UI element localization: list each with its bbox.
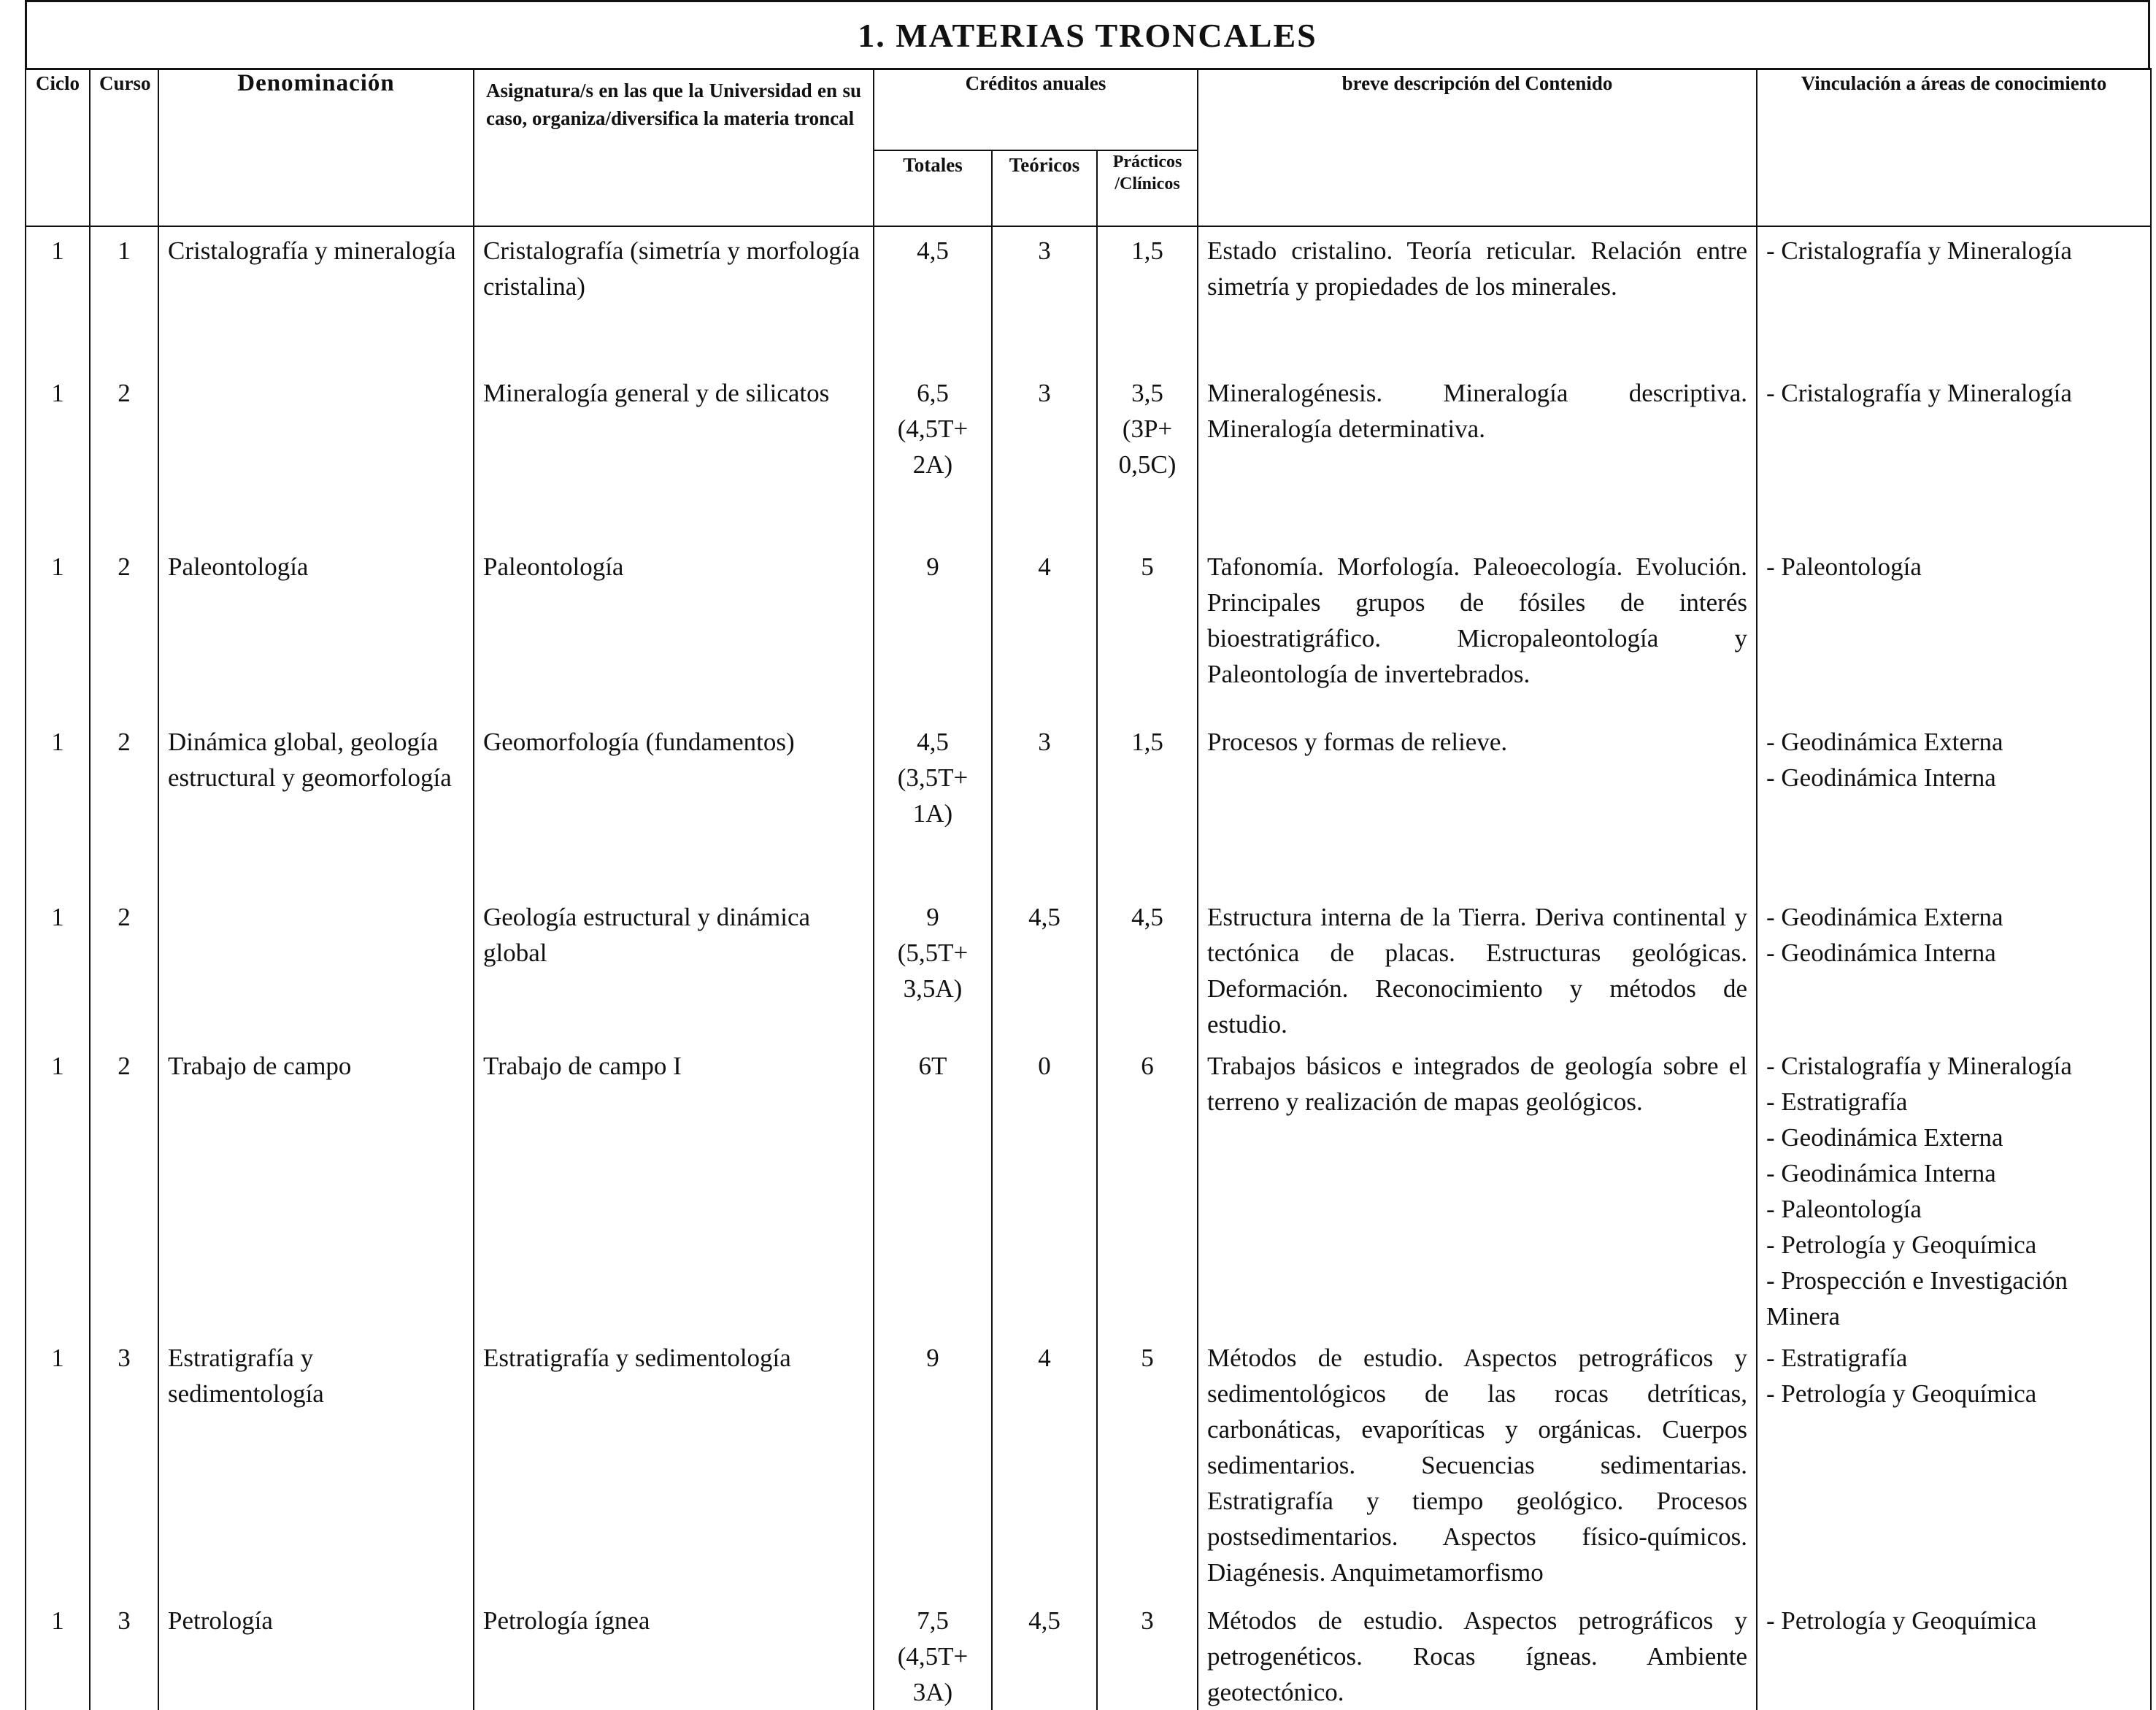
vinculacion-cell: - Cristalografía y Mineralogía [1757,369,2151,543]
descripcion-cell: Trabajos básicos e integrados de geología sobre el terreno y realización de mapas geológicos. [1198,1042,1757,1334]
teoricos-cell: 0 [992,1042,1097,1334]
table-row [26,893,2151,1042]
teoricos-cell: 4 [992,1334,1097,1597]
ciclo-cell: 1 [26,893,90,1042]
page-title: 1. MATERIAS TRONCALES [25,0,2150,70]
descripcion-cell: Tafonomía. Morfología. Paleoecología. Evolución. Principales grupos de fósiles de interés bioestratigráfico. Micropaleontología y Paleontología de invertebrados. [1198,543,1757,718]
curso-cell: 2 [90,718,158,893]
vinculacion-cell: - Cristalografía y Mineralogía - Estratigrafía - Geodinámica Externa - Geodinámica Interna - Paleontología - Petrología y Geoquímica - Prospección e Investigación Minera [1757,1042,2151,1334]
descripcion-cell: Estructura interna de la Tierra. Deriva continental y tectónica de placas. Estructuras geológicas. Deformación. Reconocimiento y métodos de estudio. [1198,893,1757,1042]
denominacion-cell: Petrología [158,1597,474,1710]
table-row [26,226,2151,369]
teoricos-cell: 3 [992,369,1097,543]
ciclo-cell: 1 [26,718,90,893]
curso-cell: 3 [90,1597,158,1710]
denominacion-cell: Cristalografía y mineralogía [158,226,474,369]
header-curso: Curso [90,69,158,226]
vinculacion-cell: - Petrología y Geoquímica [1757,1597,2151,1710]
denominacion-cell: Dinámica global, geología estructural y geomorfología [158,718,474,893]
denominacion-cell: Trabajo de campo [158,1042,474,1334]
totales-cell: 6,5 (4,5T+ 2A) [874,369,992,543]
ciclo-cell: 1 [26,1597,90,1710]
header-descripcion: breve descripción del Contenido [1198,69,1757,226]
curso-cell: 1 [90,226,158,369]
asignatura-cell: Mineralogía general y de silicatos [474,369,874,543]
descripcion-cell: Métodos de estudio. Aspectos petrográficos y petrogenéticos. Rocas ígneas. Ambiente geotectónico. [1198,1597,1757,1710]
ciclo-cell: 1 [26,226,90,369]
table-row [26,1042,2151,1334]
practicos-cell: 3 [1097,1597,1198,1710]
asignatura-cell: Cristalografía (simetría y morfología cristalina) [474,226,874,369]
practicos-cell: 6 [1097,1042,1198,1334]
descripcion-cell: Métodos de estudio. Aspectos petrográficos y sedimentológicos de las rocas detríticas, carbonáticas, evaporíticas y orgánicas. Cuerpos sedimentarios. Secuencias sedimentarias. Estratigrafía y tiempo geológico. Procesos postsedimentarios. Aspectos físico-químicos. Diagénesis. Anquimetamorfismo [1198,1334,1757,1597]
totales-cell: 6T [874,1042,992,1334]
practicos-cell: 5 [1097,543,1198,718]
asignatura-cell: Geomorfología (fundamentos) [474,718,874,893]
header-totales: Totales [874,150,992,226]
asignatura-cell: Trabajo de campo I [474,1042,874,1334]
totales-cell: 9 [874,1334,992,1597]
curso-cell: 2 [90,1042,158,1334]
practicos-cell: 1,5 [1097,718,1198,893]
table-row [26,1334,2151,1597]
vinculacion-cell: - Geodinámica Externa - Geodinámica Interna [1757,718,2151,893]
denominacion-cell: Estratigrafía y sedimentología [158,1334,474,1597]
asignatura-cell: Petrología ígnea [474,1597,874,1710]
curso-cell: 2 [90,369,158,543]
teoricos-cell: 3 [992,718,1097,893]
descripcion-cell: Mineralogénesis. Mineralogía descriptiva. Mineralogía determinativa. [1198,369,1757,543]
teoricos-cell: 4,5 [992,1597,1097,1710]
header-ciclo: Ciclo [26,69,90,226]
teoricos-cell: 4 [992,543,1097,718]
table-row [26,1597,2151,1710]
practicos-cell: 3,5 (3P+ 0,5C) [1097,369,1198,543]
curso-cell: 2 [90,893,158,1042]
header-vinculacion: Vinculación a áreas de conocimiento [1757,69,2151,226]
vinculacion-cell: - Geodinámica Externa - Geodinámica Interna [1757,893,2151,1042]
asignatura-cell: Paleontología [474,543,874,718]
header-asignatura: Asignatura/s en las que la Universidad en su caso, organiza/diversifica la materia troncal [474,69,874,226]
asignatura-cell: Geología estructural y dinámica global [474,893,874,1042]
totales-cell: 9 [874,543,992,718]
denominacion-cell [158,369,474,543]
ciclo-cell: 1 [26,369,90,543]
teoricos-cell: 4,5 [992,893,1097,1042]
table-row [26,543,2151,718]
curso-cell: 3 [90,1334,158,1597]
ciclo-cell: 1 [26,1042,90,1334]
totales-cell: 9 (5,5T+ 3,5A) [874,893,992,1042]
totales-cell: 4,5 (3,5T+ 1A) [874,718,992,893]
ciclo-cell: 1 [26,1334,90,1597]
table-row [26,718,2151,893]
denominacion-cell [158,893,474,1042]
header-creditos: Créditos anuales [874,69,1198,150]
document-page [25,0,2150,1706]
practicos-cell: 5 [1097,1334,1198,1597]
descripcion-cell: Estado cristalino. Teoría reticular. Relación entre simetría y propiedades de los minerales. [1198,226,1757,369]
curso-cell: 2 [90,543,158,718]
troncales-table [25,68,2152,1710]
vinculacion-cell: - Paleontología [1757,543,2151,718]
header-denominacion: Denominación [158,69,474,226]
header-teoricos: Teóricos [992,150,1097,226]
descripcion-cell: Procesos y formas de relieve. [1198,718,1757,893]
practicos-cell: 1,5 [1097,226,1198,369]
vinculacion-cell: - Cristalografía y Mineralogía [1757,226,2151,369]
denominacion-cell: Paleontología [158,543,474,718]
teoricos-cell: 3 [992,226,1097,369]
vinculacion-cell: - Estratigrafía - Petrología y Geoquímica [1757,1334,2151,1597]
table-row [26,369,2151,543]
practicos-cell: 4,5 [1097,893,1198,1042]
totales-cell: 4,5 [874,226,992,369]
asignatura-cell: Estratigrafía y sedimentología [474,1334,874,1597]
totales-cell: 7,5 (4,5T+ 3A) [874,1597,992,1710]
header-practicos: Prácticos /Clínicos [1097,150,1198,226]
ciclo-cell: 1 [26,543,90,718]
